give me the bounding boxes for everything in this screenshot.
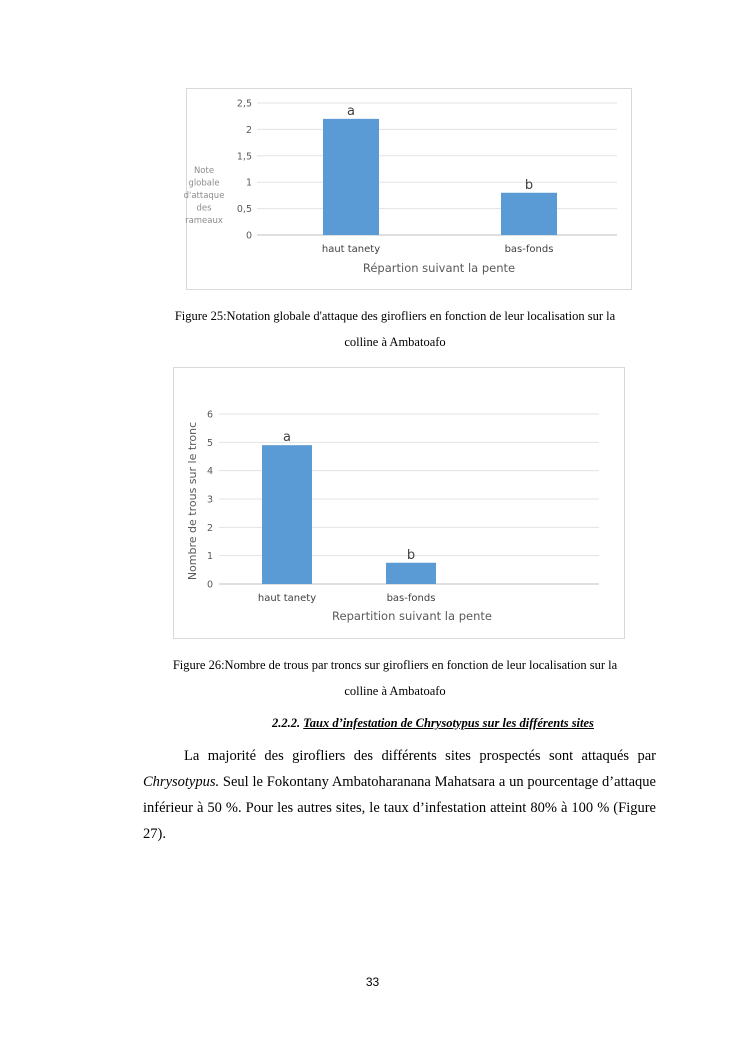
fig26-y-tick-label: 6 — [206, 409, 213, 421]
fig25-y-tick-label: 1 — [245, 177, 252, 189]
fig25-bar-2 — [501, 193, 557, 235]
figure-26-svg — [174, 368, 624, 638]
fig25-y-tick-label: 2,5 — [236, 98, 252, 110]
fig25-category-label: bas-fonds — [504, 244, 554, 255]
fig26-category-label: bas-fonds — [386, 593, 436, 604]
fig25-x-axis-title: Répartion suivant la pente — [362, 261, 516, 275]
fig26-category-label: haut tanety — [257, 593, 317, 604]
section-number: 2.2.2. — [272, 716, 301, 730]
fig25-bar-letter-1: a — [347, 103, 355, 119]
paragraph-part1: La majorité des girofliers des différents sites prospectés sont attaqués par — [184, 748, 656, 764]
body-paragraph — [143, 743, 656, 847]
fig26-y-tick-label: 4 — [206, 466, 213, 478]
fig25-y-tick-label: 0 — [245, 230, 252, 242]
figure-25-caption-line1: Figure 25:Notation globale d'attaque des girofliers en fonction de leur localisation sur la — [174, 309, 616, 323]
section-title: Taux d’infestation de Chrysotypus sur les différents sites — [303, 716, 594, 730]
page-number: 33 — [365, 975, 380, 989]
figure-26-caption-line2: colline à Ambatoafo — [344, 684, 446, 698]
fig26-y-axis-title: Nombre de trous sur le tronc — [186, 421, 199, 581]
section-heading — [272, 716, 594, 731]
fig25-y-axis-title-line: des — [196, 203, 212, 214]
figure-25-svg — [183, 89, 631, 289]
paragraph-species-name: Chrysotypus. — [143, 774, 220, 790]
fig26-bar-1 — [262, 445, 312, 584]
fig25-y-tick-label: 2 — [245, 124, 252, 136]
fig26-bar-letter-1: a — [283, 430, 291, 446]
figure-26-caption — [140, 652, 650, 704]
fig25-y-tick-label: 1,5 — [236, 151, 252, 163]
fig25-bar-1 — [323, 119, 379, 235]
fig26-y-tick-label: 2 — [206, 522, 213, 534]
fig25-y-axis-title-line: globale — [188, 178, 220, 189]
fig26-y-tick-label: 1 — [206, 551, 213, 563]
fig25-category-label: haut tanety — [321, 244, 381, 255]
fig25-y-axis-title-line: Note — [193, 166, 215, 176]
fig26-y-tick-label: 3 — [206, 494, 213, 506]
figure-25-caption — [140, 303, 650, 355]
fig26-y-tick-label: 5 — [206, 437, 213, 449]
fig25-y-axis-title-line: d'attaque — [183, 191, 225, 201]
fig26-y-tick-label: 0 — [206, 579, 213, 591]
figure-25-chart — [183, 88, 632, 290]
fig25-bar-letter-2: b — [524, 177, 534, 193]
fig25-y-tick-label: 0,5 — [236, 204, 252, 216]
fig26-bar-letter-2: b — [406, 547, 416, 563]
paragraph-part2: Seul le Fokontany Ambatoharanana Mahatsara a un pourcentage d’attaque inférieur à 50 %. Pour les autres sites, le taux d’infestation atteint 80% à 100 % (Figure 27). — [143, 774, 656, 842]
figure-25-caption-line2: colline à Ambatoafo — [344, 335, 446, 349]
figure-26-chart — [173, 367, 625, 639]
fig26-x-axis-title: Repartition suivant la pente — [332, 609, 492, 623]
figure-26-caption-line1: Figure 26:Nombre de trous par troncs sur girofliers en fonction de leur localisation sur la — [172, 658, 618, 672]
fig25-y-axis-title-line: rameaux — [185, 216, 223, 226]
fig26-bar-2 — [386, 563, 436, 584]
